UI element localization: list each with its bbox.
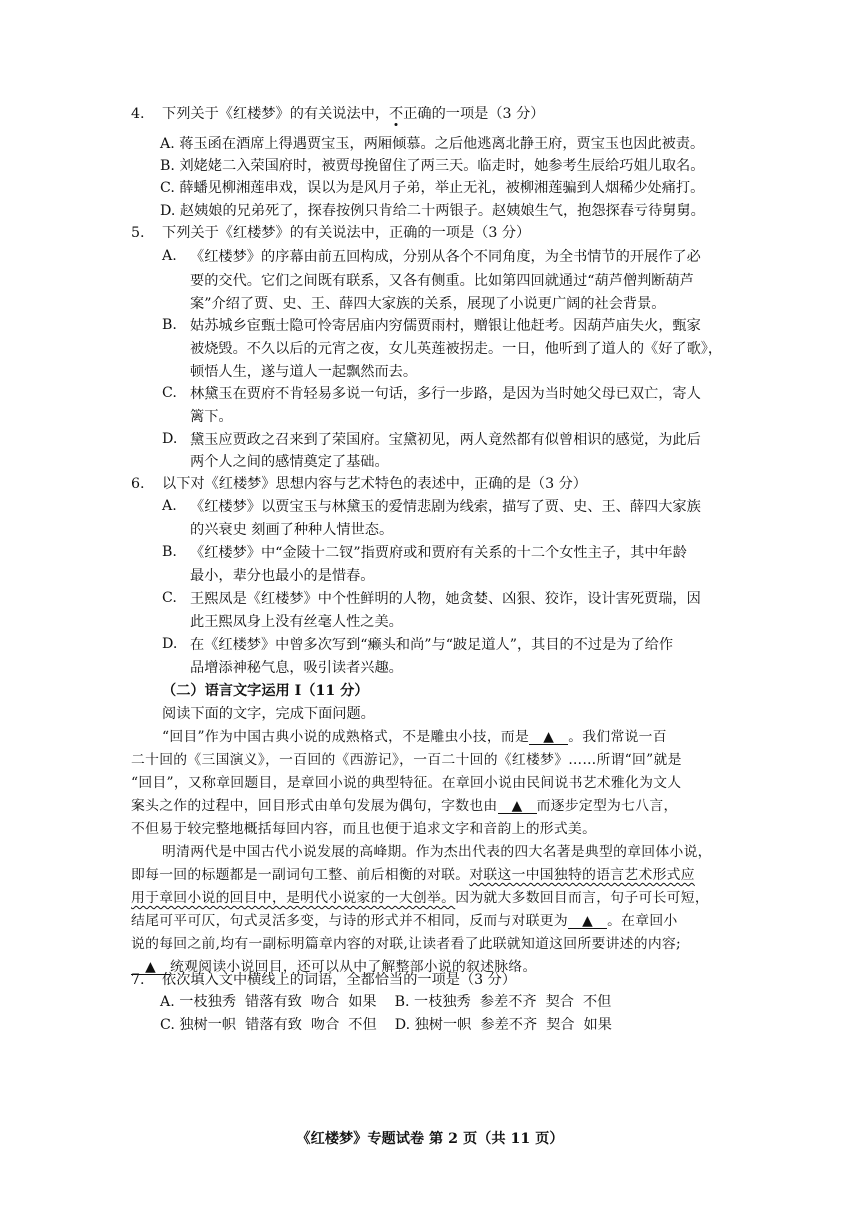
answer-blank: ▲ (568, 914, 607, 929)
question-number: 6. (131, 476, 145, 492)
option-label: B. (162, 317, 177, 333)
passage-line: 说的每回之前,均有一副标明篇章内容的对联,让读者看了此联就知道这回所要讲述的内容; (131, 936, 681, 952)
underlined-sentence: 对联这一中国独特的语言艺术形式应 (469, 867, 695, 883)
passage-line: 明清两代是中国古代小说发展的高峰期。作为杰出代表的四大名著是典型的章回体小说， (162, 844, 712, 860)
section-instruction: 阅读下面的文字，完成下面问题。 (162, 706, 375, 722)
exam-page: 4. 下列关于《红楼梦》的有关说法中，不正确的一项是（3 分） A. 蒋玉函在酒席上得遇贾宝玉，两厢倾慕。之后他逃离北静王府，贾宝玉也因此被责。 B. 刘姥姥二入荣国府时，被贾母挽留住了两三天。临走时，她参考生辰给巧姐儿取名。 C. 薛蟠见柳湘莲串戏，误以为是风月子弟，举止无礼，被柳湘莲骗到人烟稀少处痛打。 D. 赵姨娘的兄弟死了，探春按例只肯给二十两银子。赵姨娘生气，抱怨探春亏待舅舅。 5. 下列关于《红楼梦》的有关说法中，正确的一项是（3 分） A. 《红楼梦》的序幕由前五回构成，分别从各个不同角度，为全书情节的开展作了必 要的交代。它们之间既有联系，又各有侧重。比如第四回就通过“葫芦僧判断葫芦 案”介绍了贾、史、王、薛四大家族的关系，展现了小说更广阔的社会背景。 B. 姑苏城乡宦甄士隐可怜寄居庙内穷儒贾雨村，赠银让他赶考。因葫芦庙失火，甄家 被烧毁。不久以后的元宵之夜，女儿英莲被拐走。一日，他听到了道人的《好了歌》， 顿悟人生，遂与道人一起飘然而去。 C. 林黛玉在贾府不肯轻易多说一句话，多行一步路，是因为当时她父母已双亡，寄人 篱下。 D. 黛玉应贾政之召来到了荣国府。宝黛初见，两人竟然都有似曾相识的感觉，为此后 两个人之间的感情奠定了基础。 6. 以下对《红楼梦》思想内容与艺术特色的表述中，正确的是（3 分） A. 《红楼梦》以贾宝玉与林黛玉的爱情悲剧为线索，描写了贾、史、王、薛四大家族 的兴衰史 刻画了种种人情世态。 B. 《红楼梦》中“金陵十二钗”指贾府或和贾府有关系的十二个女性主子，其中年龄 最小，辈分也最小的是惜春。 C. 王熙凤是《红楼梦》中个性鲜明的人物，她贪婪、凶狠、狡诈，设计害死贾瑞，因 此王熙凤身上没有丝毫人性之美。 D. 在《红楼梦》中曾多次写到“癞头和尚”与“跛足道人”，其目的不过是为了给作 品增添神秘气息，吸引读者兴趣。 （二）语言文字运用 I（11 分） 阅读下面的文字，完成下面问题。 “回目”作为中国古典小说的成熟格式，不是雕虫小技，而是 ▲ 。我们常说一百 二十回的《三国演义》，一百回的《西游记》，一百二十回的《红楼梦》……所谓“回”就是 “回目”，又称章回题目，是章回小说的典型特征。在章回小说由民间说书艺术雅化为文人 案头之作的过程中，回目形式由单句发展为偶句，字数也由 ▲ 而逐步定型为七八言， 不但易于较完整地概括每回内容，而且也便于追求文字和音韵上的形式美。 明清两代是中国古代小说发展的高峰期。作为杰出代表的四大名著是典型的章回体小说， 即每一回的标题都是一副词句工整、前后相衡的对联。对联这一中国独特的语言艺术形式应 用于章回小说的回目中，是明代小说家的一大创举。因为就大多数回目而言，句子可长可短， 结尾可平可仄，句式灵活多变，与诗的形式并不相同，反而与对联更为 ▲ 。在章回小 说的每回之前,均有一副标明篇章内容的对联,让读者看了此联就知道这回所要讲述的内容; ▲ 统观阅读小说回目，还可以从中了解整部小说的叙述脉络。 7. 依次填入文中横线上的词语，全都恰当的一项是（3 分） A. 一枝独秀 错落有致 吻合 如果 B. 一枝独秀 参差不齐 契合 不但 C. 独树一帜 错落有致 吻合 不但 D. 独树一帜 参差不齐 契合 如果 《红楼梦》专题试卷 第 2 页（共 11 页） (0, 0, 860, 1216)
section-title: （二）语言文字运用 I（11 分） (162, 683, 369, 699)
option-d: D. 赵姨娘的兄弟死了，探春按例只肯给二十两银子。赵姨娘生气，抱怨探春亏待舅舅。 (160, 203, 705, 219)
question-number: 4. (131, 106, 145, 122)
passage-line: “回目”作为中国古典小说的成熟格式，不是雕虫小技，而是 ▲ 。我们常说一百 (162, 729, 667, 745)
options-row-1: A. 一枝独秀 错落有致 吻合 如果 B. 一枝独秀 参差不齐 契合 不但 (160, 994, 612, 1010)
option-label: D. (162, 636, 178, 652)
passage-line: 二十回的《三国演义》，一百回的《西游记》，一百二十回的《红楼梦》……所谓“回”就是 (131, 752, 682, 768)
option-label: D. (162, 431, 178, 447)
passage-line: 结尾可平可仄，句式灵活多变，与诗的形式并不相同，反而与对联更为 ▲ 。在章回小 (131, 913, 678, 929)
option-label: A. (162, 498, 177, 514)
question-number: 5. (131, 225, 145, 241)
passage-line: 案头之作的过程中，回目形式由单句发展为偶句，字数也由 ▲ 而逐步定型为七八言， (131, 798, 678, 814)
passage-line: 即每一回的标题都是一副词句工整、前后相衡的对联。对联这一中国独特的语言艺术形式应 (131, 867, 695, 883)
options-row-2: C. 独树一帜 错落有致 吻合 不但 D. 独树一帜 参差不齐 契合 如果 (160, 1017, 612, 1033)
question-stem: 下列关于《红楼梦》的有关说法中，不正确的一项是（3 分） (162, 106, 545, 122)
answer-blank: ▲ (131, 960, 170, 975)
option-b: B. 刘姥姥二入荣国府时，被贾母挽留住了两三天。临走时，她参考生辰给巧姐儿取名。 (160, 158, 705, 174)
option-label: C. (162, 385, 177, 401)
option-label: C. (162, 590, 177, 606)
option-a: A. 蒋玉函在酒席上得遇贾宝玉，两厢倾慕。之后他逃离北静王府，贾宝玉也因此被责。 (160, 136, 705, 152)
passage-line: 用于章回小说的回目中，是明代小说家的一大创举。因为就大多数回目而言，句子可长可短， (131, 890, 709, 906)
question-stem: 下列关于《红楼梦》的有关说法中，正确的一项是（3 分） (162, 225, 531, 241)
underlined-sentence: 用于章回小说的回目中，是明代小说家的一大创举。 (131, 890, 456, 906)
answer-blank: ▲ (529, 730, 568, 745)
answer-blank: ▲ (498, 799, 537, 814)
option-label: A. (162, 248, 177, 264)
passage-line: 不但易于较完整地概括每回内容，而且也便于追求文字和音韵上的形式美。 (131, 821, 597, 837)
question-stem: 依次填入文中横线上的词语，全都恰当的一项是（3 分） (162, 972, 517, 988)
option-c: C. 薛蟠见柳湘莲串戏，误以为是风月子弟，举止无礼，被柳湘莲骗到人烟稀少处痛打。 (160, 180, 705, 196)
option-label: B. (162, 544, 177, 560)
page-footer: 《红楼梦》专题试卷 第 2 页（共 11 页） (296, 1131, 564, 1147)
question-stem: 以下对《红楼梦》思想内容与艺术特色的表述中，正确的是（3 分） (162, 476, 587, 492)
passage-line: ▲ 统观阅读小说回目，还可以从中了解整部小说的叙述脉络。 (131, 955, 537, 975)
question-number: 7. (131, 972, 145, 988)
emphasis-dot-char: 不 (389, 106, 404, 122)
passage-line: “回目”，又称章回题目，是章回小说的典型特征。在章回小说由民间说书艺术雅化为文人 (131, 775, 682, 791)
